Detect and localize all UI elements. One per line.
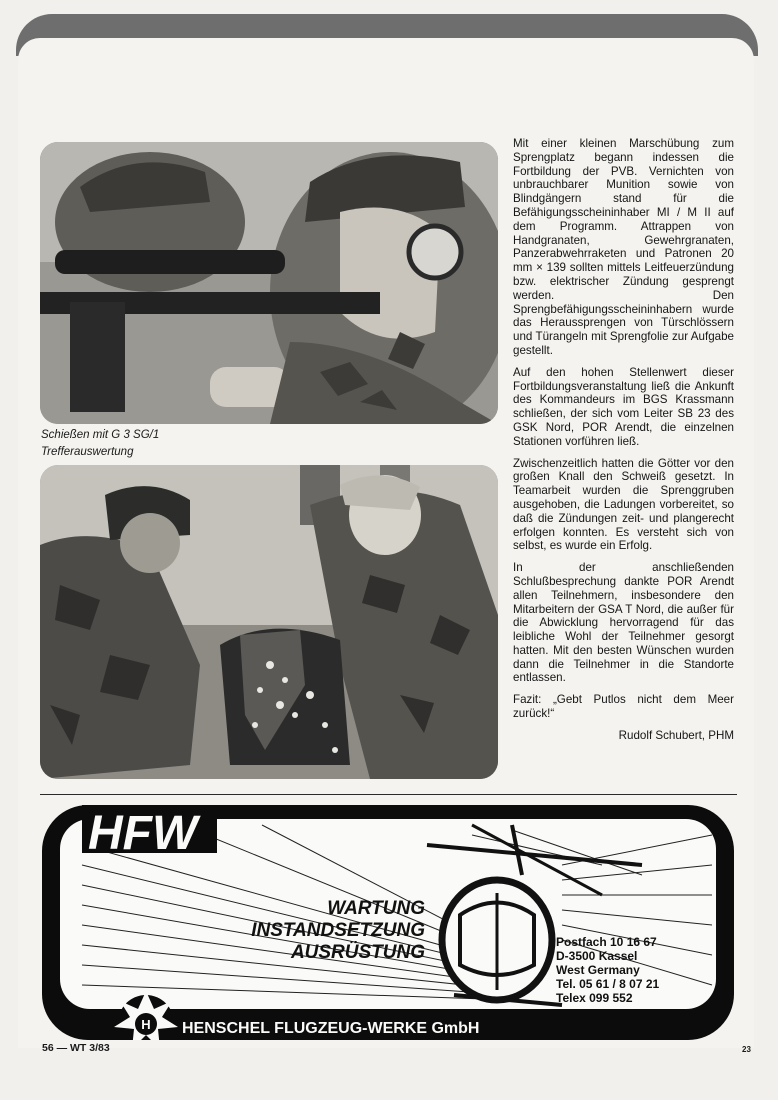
ad-address-line: D-3500 Kassel — [556, 949, 638, 963]
article-paragraph: Fazit: „Gebt Putlos nicht dem Meer zurück!“ — [513, 693, 734, 721]
hfw-logo: HFW — [88, 807, 198, 860]
article-paragraph: Auf den hohen Stellenwert dieser Fortbildungsveranstaltung ließ die Ankunft des Kommandeurs im BGS Krassmann schließen, der sich vom Leiter SB 23 des GSK Nord, POR Arendt, die einzelnen Stationen vorführen ließ. — [513, 365, 734, 448]
ad-address-line: West Germany — [556, 963, 640, 977]
article-paragraph: Zwischenzeitlich hatten die Götter vor den großen Knall den Schweiß gesetzt. In Teamarbeit wurden die Sprenggruben ausgehoben, die Ladungen vorbereitet, so daß die Zündungen zeit- und plangerecht erfolgen konnten. Es versteht sich von selbst, es wurde ein Erfolg. — [513, 456, 734, 553]
article-author: Rudolf Schubert, PHM — [618, 728, 734, 742]
photo-shooting — [40, 142, 498, 424]
company-name: HENSCHEL FLUGZEUG-WERKE GmbH — [182, 1020, 480, 1037]
article-paragraph: Mit einer kleinen Marschübung zum Sprengplatz begann indessen die Fortbildung der PVB. Vernichten von unbrauchbarer Munition sowie von Blindgängern stand für die Befähigungsscheininhaber MI / M II auf dem Programm. Attrappen von Handgranaten, Gewehrgranaten, Panzerabwehrraketen und Patronen 20 mm × 139 sollten mittels Leitfeuerzündung bzw. elektrischer Zündung gesprengt werden. Den Sprengbefähigungsscheininhabern wurde das Heraussprengen von Türschlössern und Türangeln mit Sprengfolie zur Aufgabe gestellt. — [513, 137, 734, 357]
ad-address-line: Tel. 05 61 / 8 07 21 — [556, 977, 660, 991]
page-number: 23 — [742, 1045, 751, 1054]
article-body — [513, 137, 734, 751]
separator-rule — [40, 794, 737, 795]
folio: 56 — WT 3/83 — [42, 1042, 110, 1054]
article-paragraph: In der anschließenden Schlußbesprechung dankte POR Arendt allen Teilnehmern, insbesondere den Mitarbeitern der GSA T Nord, die außer für die Abwicklung hervorragend für das leibliche Wohl der Teilnehmer gesorgt hatten. Mit den besten Wünschen wurden dann die Teilnehmer in die Standorte entlassen. — [513, 561, 734, 685]
ad-service: AUSRÜSTUNG — [290, 942, 425, 963]
ad-address-line: Telex 099 552 — [556, 991, 633, 1005]
emblem-letter: H — [141, 1017, 151, 1032]
hfw-advertisement — [42, 805, 734, 1040]
caption-target: Trefferauswertung — [41, 446, 134, 458]
caption-shooting: Schießen mit G 3 SG/1 — [41, 429, 160, 441]
ad-service: INSTANDSETZUNG — [251, 920, 425, 941]
photo-target-evaluation — [40, 465, 498, 779]
ad-service: WARTUNG — [327, 898, 425, 919]
ad-address-line: Postfach 10 16 67 — [556, 935, 657, 949]
